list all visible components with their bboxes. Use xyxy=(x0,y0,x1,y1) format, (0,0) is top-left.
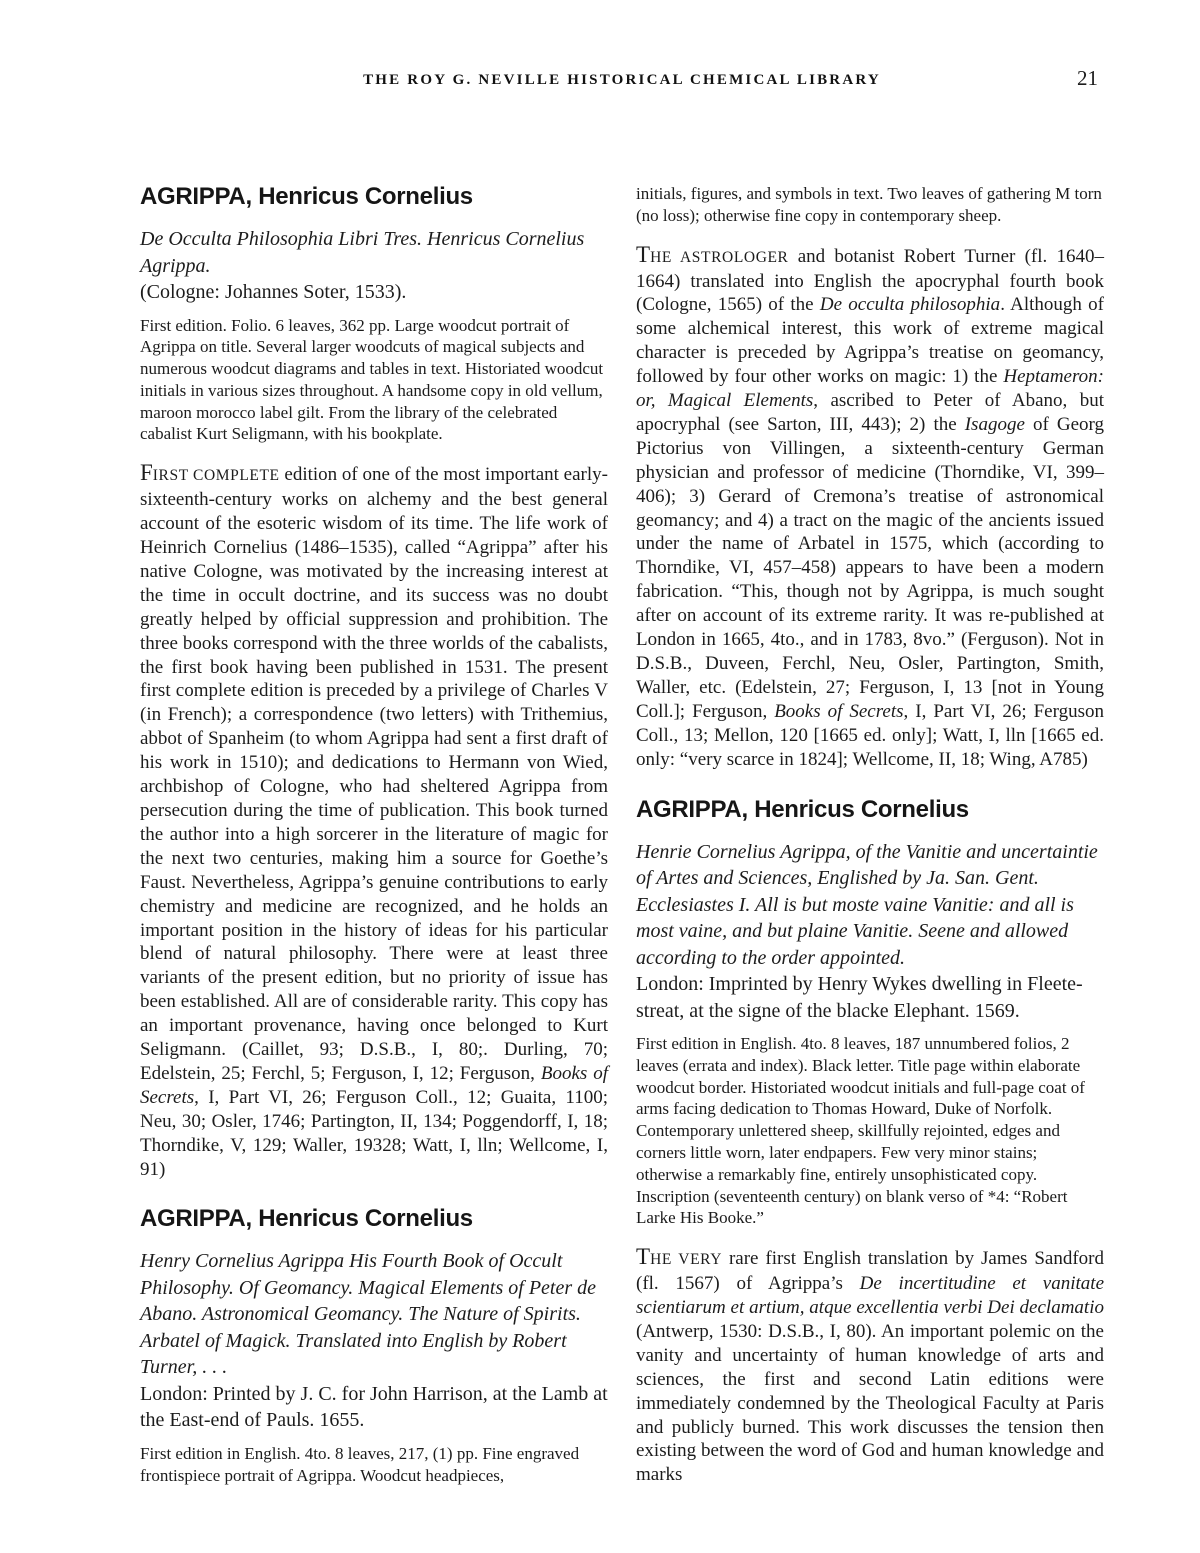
description-text: (Antwerp, 1530: D.S.B., I, 80). An important polemic on the vanity and uncertainty of human knowledge of arts and sciences, the first and second Latin editions were immediately condemned by the Theological Faculty at Paris and publicly burned. This work discusses the tension then existing between the word of God and human knowledge and marks xyxy=(636,1320,1104,1486)
entry1-imprint: (Cologne: Johannes Soter, 1533). xyxy=(140,281,407,303)
lead-initial: T xyxy=(636,241,651,267)
text-columns xyxy=(140,183,1104,1503)
cited-work-title: De occulta philosophia xyxy=(819,294,1001,316)
running-head: THE ROY G. NEVILLE HISTORICAL CHEMICAL LIBRARY xyxy=(363,72,881,88)
entry3-imprint: London: Imprinted by Henry Wykes dwelling in Fleete-streat, at the signe of the blacke Elephant. 1569. xyxy=(636,973,1083,1022)
lead-small-caps: IRST COMPLETE xyxy=(152,467,280,485)
description-text: , ascribed to Peter of Abano, but apocryphal (see Sarton, III, 443); 2) the xyxy=(636,390,1104,435)
cited-work-title: Heptameron: or, Magical Elements xyxy=(636,366,1104,412)
page-number: 21 xyxy=(1077,66,1098,90)
entry2-collation-continuation: initials, figures, and symbols in text. Two leaves of gathering M torn (no loss); otherwise fine copy in contemporary sheep. xyxy=(636,184,1102,225)
description-text: edition of one of the most important early-sixteenth-century works on alchemy and the best general account of the esoteric wisdom of its time. The life work of Heinrich Cornelius (1486–1535), called “Agrippa” after his native Cologne, was motivated by the increasing interest at the time in occult doctrine, and its success was no doubt greatly helped by official suppression and prohibition. The three books correspond with the three worlds of the cabalists, the first book having been published in 1531. The present first complete edition is preceded by a privilege of Charles V (in French); a correspondence (two letters) with Trithemius, abbot of Spanheim (to whom Agrippa had sent a first draft of his work in 1510); and dedications to Hermann von Wied, archbishop of Cologne, who had sheltered Agrippa from persecution during the time of publication. This book turned the author into a high sorcerer in the literature of magic for the next two centuries, making him a source for Goethe’s Faust. Nevertheless, Agrippa’s genuine contributions to early chemistry and medicine are recognized, and he holds an important position in the history of ideas for his particular blend of natural philosophy. There were at least three variants of the present edition, but no priority of issue has been established. All are of considerable rarity. This copy has an important provenance, having once belonged to Kurt Seligmann. (Caillet, 93; D.S.B., I, 80;. Durling, 70; Edelstein, 25; Ferchl, 5; Ferguson, I, 12; Ferguson, xyxy=(140,464,608,1084)
entry2-title: Henry Cornelius Agrippa His Fourth Book of Occult Philosophy. Of Geomancy. Magical Elements of Peter de Abano. Astronomical Geomancy. The Nature of Spirits. Arbatel of Magick. Translated into English by Robert Turner, . . . xyxy=(140,1250,597,1379)
description-text: and botanist Robert Turner (fl. 1640–1664) translated into English the apocryphal fourth book (Cologne, 1565) of the xyxy=(636,245,1104,316)
right-column xyxy=(636,183,1104,1503)
description-text: of Georg Pictorius von Villingen, a sixteenth-century German physician and professor of medicine (Thorndike, VI, 399–406); 3) Gerard of Cremona’s treatise of astronomical geomancy; and 4) a tract on the magic of the ancients issued under the name of Arbatel in 1575, which (according to Thorndike, VI, 457–458) appears to have been a modern fabrication. “This, though not by Agrippa, is much sought after on account of its extreme rarity. It was re-published at London in 1665, 4to., and in 1783, 8vo.” (Ferguson). Not in D.S.B., Duveen, Ferchl, Neu, Osler, Partington, Smith, Waller, etc. (Edelstein, 27; Ferguson, I, 13 [not in Young Coll.]; Ferguson, xyxy=(636,413,1104,722)
cited-work-title: Books of Secrets xyxy=(140,1062,608,1108)
entry2-heading: AGRIPPA, Henricus Cornelius xyxy=(140,1205,473,1233)
lead-initial: F xyxy=(140,460,153,486)
lead-small-caps: HE VERY xyxy=(650,1251,723,1269)
entry3-description xyxy=(636,1245,1104,1487)
entry1-title: De Occulta Philosophia Libri Tres. Henricus Cornelius Agrippa. xyxy=(140,228,585,277)
entry3-collation: First edition in English. 4to. 8 leaves, 187 unnumbered folios, 2 leaves (errata and index). Black letter. Title page within elaborate woodcut border. Historiated woodcut initials and full-page coat of arms facing dedication to Thomas Howard, Duke of Norfolk. Contemporary unlettered sheep, skillfully rejointed, edges and corners little worn, later endpapers. Few very minor stains; otherwise a remarkably fine, entirely unsophisticated copy. Inscription (seventeenth century) on blank verso of *4: “Robert Larke His Booke.” xyxy=(636,1034,1085,1228)
lead-initial: T xyxy=(636,1244,651,1270)
entry2-collation: First edition in English. 4to. 8 leaves, 217, (1) pp. Fine engraved frontispiece portrait of Agrippa. Woodcut headpieces, xyxy=(140,1443,580,1485)
entry1-title-block xyxy=(140,226,608,306)
description-text: . Although of some alchemical interest, this work of extreme magical character is preceded by Agrippa’s treatise on geomancy, followed by four other works on magic: 1) the xyxy=(636,294,1105,388)
cited-work-title: Isagoge xyxy=(964,413,1025,435)
entry3-title-block xyxy=(636,839,1104,1025)
entry3-heading: AGRIPPA, Henricus Cornelius xyxy=(636,795,969,823)
description-text: rare first English translation by James Sandford (fl. 1567) of Agrippa’s xyxy=(636,1248,1105,1295)
entry2-title-block xyxy=(140,1248,608,1434)
cited-work-title: Books of Secrets xyxy=(774,700,904,722)
entry1-collation: First edition. Folio. 6 leaves, 362 pp. Large woodcut portrait of Agrippa on title. Several larger woodcuts of magical subjects and numerous woodcut diagrams and tables in text. Historiated woodcut initials in various sizes throughout. A handsome copy in old vellum, maroon morocco label gilt. From the library of the celebrated cabalist Kurt Seligmann, with his bookplate. xyxy=(140,315,604,444)
entry1-description xyxy=(140,461,608,1181)
entry1-heading: AGRIPPA, Henricus Cornelius xyxy=(140,183,473,210)
entry2-description xyxy=(636,243,1104,772)
entry3-title: Henrie Cornelius Agrippa, of the Vanitie and uncertaintie of Artes and Sciences, Englished by Ja. San. Gent. Ecclesiastes I. All is but moste vaine Vanitie: and all is most vaine, and but plaine Vanitie. Seene and allowed according to the order appointed. xyxy=(636,840,1098,969)
left-column xyxy=(140,183,608,1503)
description-text: , I, Part VI, 26; Ferguson Coll., 12; Guaita, 1100; Neu, 30; Osler, 1746; Partington, II, 134; Poggendorff, I, 18; Thorndike, V, 129; Waller, 19328; Watt, I, lln; Wellcome, I, 91) xyxy=(140,1086,608,1180)
description-text: , I, Part VI, 26; Ferguson Coll., 13; Mellon, 120 [1665 ed. only]; Watt, I, lln [1665 ed. only: “very scarce in 1824]; Wellcome, II, 18; Wing, A785) xyxy=(636,700,1104,770)
entry2-imprint: London: Printed by J. C. for John Harrison, at the Lamb at the East-end of Pauls. 1655. xyxy=(140,1382,608,1432)
lead-small-caps: HE ASTROLOGER xyxy=(650,248,789,266)
cited-work-title: De incertitudine et vanitate scientiarum et artium, atque excellentia verbi Dei declamatio xyxy=(636,1273,1105,1319)
